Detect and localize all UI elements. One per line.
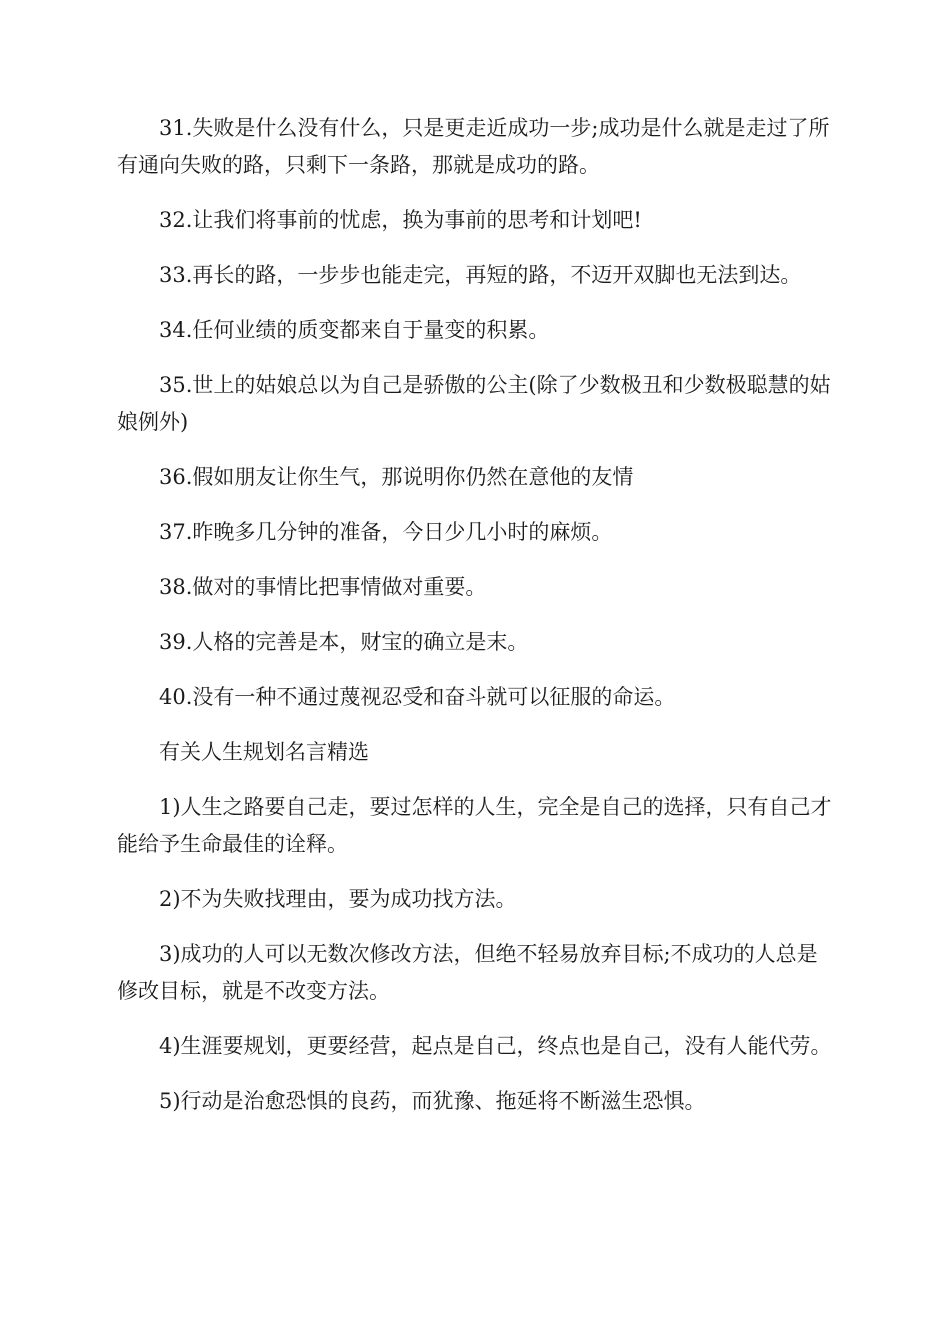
quote-36: 36.假如朋友让你生气，那说明你仍然在意他的友情 [159, 465, 634, 489]
quote-31: 31.失败是什么没有什么，只是更走近成功一步;成功是什么就是走过了所有通向失败的路，只剩下一条路，那就是成功的路。 [117, 116, 830, 177]
quote-39: 39.人格的完善是本，财宝的确立是末。 [159, 630, 529, 654]
quote-35: 35.世上的姑娘总以为自己是骄傲的公主(除了少数极丑和少数极聪慧的姑娘例外) [117, 373, 831, 434]
section-item-2: 2)不为失败找理由，要为成功找方法。 [159, 887, 517, 911]
section-item-4: 4)生涯要规划，更要经营，起点是自己，终点也是自己，没有人能代劳。 [159, 1034, 832, 1058]
quote-40: 40.没有一种不通过蔑视忍受和奋斗就可以征服的命运。 [159, 685, 676, 709]
quote-33: 33.再长的路，一步步也能走完，再短的路，不迈开双脚也无法到达。 [159, 263, 802, 287]
quote-32: 32.让我们将事前的忧虑，换为事前的思考和计划吧! [159, 208, 642, 232]
section-heading: 有关人生规划名言精选 [159, 740, 369, 764]
section-item-5: 5)行动是治愈恐惧的良药，而犹豫、拖延将不断滋生恐惧。 [159, 1089, 706, 1113]
quote-38: 38.做对的事情比把事情做对重要。 [159, 575, 487, 599]
quote-34: 34.任何业绩的质变都来自于量变的积累。 [159, 318, 550, 342]
quote-37: 37.昨晚多几分钟的准备，今日少几小时的麻烦。 [159, 520, 613, 544]
section-item-1: 1)人生之路要自己走，要过怎样的人生，完全是自己的选择，只有自己才能给予生命最佳的诠释。 [117, 795, 832, 856]
document-body [117, 110, 835, 1138]
section-item-3: 3)成功的人可以无数次修改方法，但绝不轻易放弃目标;不成功的人总是修改目标，就是不改变方法。 [117, 942, 818, 1003]
